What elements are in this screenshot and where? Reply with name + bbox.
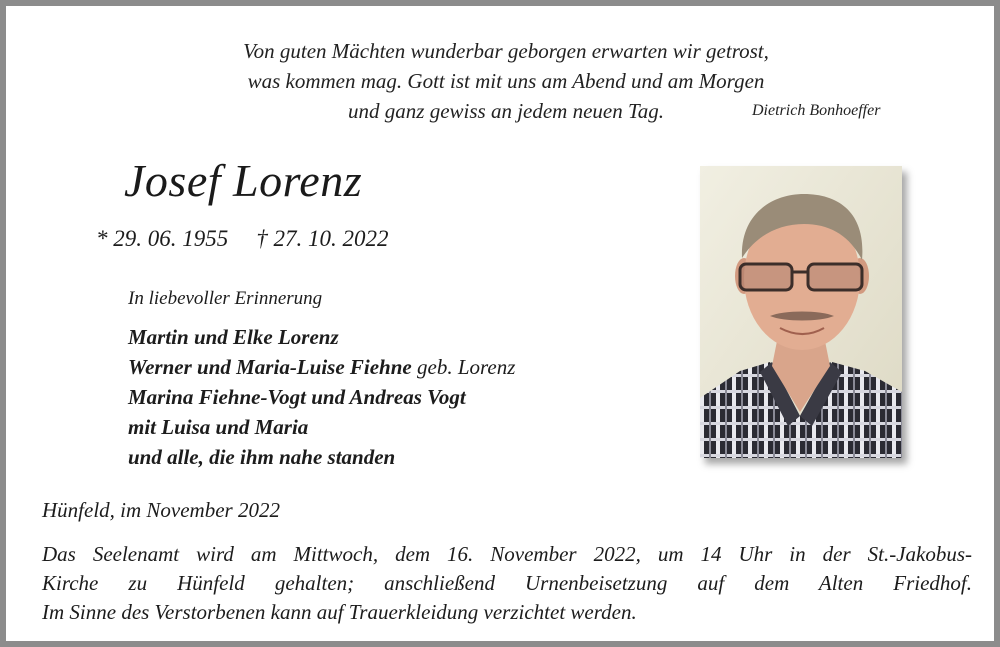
mourner-line: und alle, die ihm nahe standen xyxy=(128,445,396,469)
life-dates xyxy=(96,226,389,252)
quote-line-3 xyxy=(156,96,856,126)
service-notice xyxy=(42,540,972,627)
place-date: Hünfeld, im November 2022 xyxy=(42,498,280,522)
bible-quote xyxy=(156,36,856,126)
portrait-illustration xyxy=(700,166,902,458)
mourner-name: Werner und Maria-Luise Fiehne xyxy=(128,355,412,379)
mourner-line xyxy=(128,352,515,382)
mourner-line: Martin und Elke Lorenz xyxy=(128,325,339,349)
memory-label: In liebevoller Erinnerung xyxy=(128,288,323,309)
quote-line-1: Von guten Mächten wunderbar geborgen erwarten wir getrost, xyxy=(243,39,769,63)
notice-line-2: Kirche zu Hünfeld gehalten; anschließend Urnenbeisetzung auf dem Alten Friedhof. xyxy=(42,571,972,595)
portrait-photo xyxy=(700,166,902,458)
quote-line-2: was kommen mag. Gott ist mit uns am Abend und am Morgen xyxy=(247,69,765,93)
mourner-note: geb. Lorenz xyxy=(417,355,516,379)
death-date: † 27. 10. 2022 xyxy=(256,226,389,251)
notice-line-3: Im Sinne des Verstorbenen kann auf Trauerkleidung verzichtet werden. xyxy=(42,600,637,624)
notice-line-1: Das Seelenamt wird am Mittwoch, dem 16. November 2022, um 14 Uhr in der St.-Jakobus- xyxy=(42,542,972,566)
quote-line-3-text: und ganz gewiss an jedem neuen Tag. xyxy=(348,99,664,123)
birth-date: * 29. 06. 1955 xyxy=(96,226,229,251)
quote-author: Dietrich Bonhoeffer xyxy=(752,102,881,119)
mourner-line: mit Luisa und Maria xyxy=(128,415,309,439)
mourner-line: Marina Fiehne-Vogt und Andreas Vogt xyxy=(128,385,466,409)
mourners-list xyxy=(128,322,515,472)
deceased-name: Josef Lorenz xyxy=(124,155,363,206)
